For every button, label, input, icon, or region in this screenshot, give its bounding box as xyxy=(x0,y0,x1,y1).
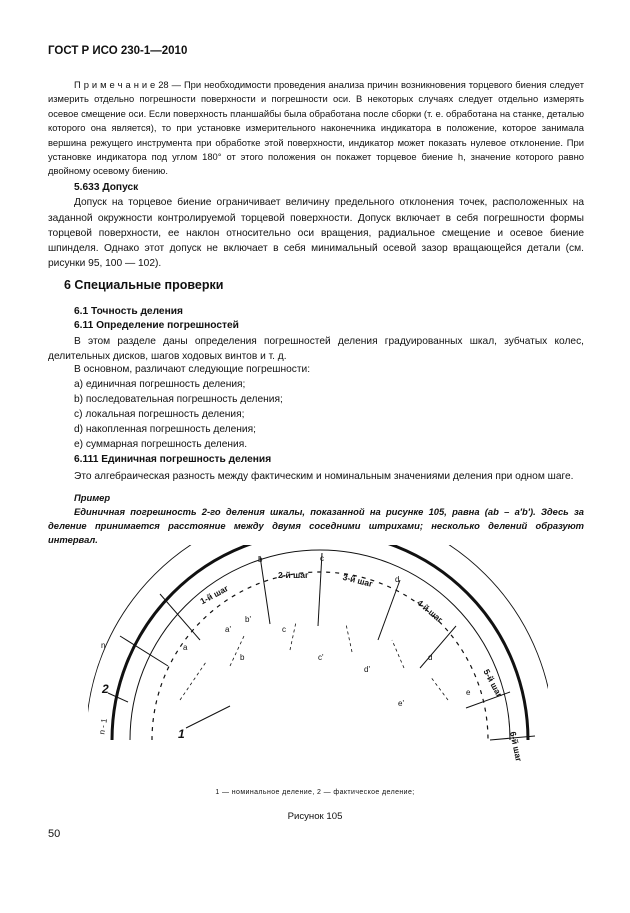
section-611-text: В этом разделе даны определения погрешностей деления градуированных шкал, зубчатых колес, делительных дисков, шагов ходовых винтов и т. д. xyxy=(48,336,584,363)
figure-labels xyxy=(97,554,471,735)
step-2-label: 2-й шаг xyxy=(278,570,309,580)
list-item: a) единичная погрешность деления; xyxy=(74,379,246,390)
label-e-lower: e xyxy=(466,688,471,697)
figure-legend: 1 — номинальное деление, 2 — фактическое деление; xyxy=(215,789,415,796)
example-label: Пример xyxy=(74,492,111,503)
step-4-label: 4-й шаг xyxy=(415,597,445,625)
step-6-label: 6-й шаг xyxy=(507,730,525,763)
nominal-ticks xyxy=(180,622,448,700)
label-n: n xyxy=(101,641,106,650)
label-c-prime: c' xyxy=(318,653,324,662)
label-d-lower: d xyxy=(428,653,433,662)
label-b-prime: b' xyxy=(245,615,251,624)
example-text: Единичная погрешность 2-го деления шкалы, показанной на рисунке 105, равна (ab – a'b'). Здесь за деление принимается расстояние между двумя соседними штрихами; несколько делений образуют интервал. xyxy=(48,506,584,546)
list-item: d) накопленная погрешность деления; xyxy=(74,424,256,435)
section-5633-heading: 5.633 Допуск xyxy=(74,182,139,193)
section-6-heading: 6 Специальные проверки xyxy=(64,278,224,292)
label-d-prime: d' xyxy=(364,665,370,674)
note-label: П р и м е ч а н и е 28 xyxy=(74,79,169,90)
label-1-nominal: 1 xyxy=(178,727,185,741)
list-item: b) последовательная погрешность деления; xyxy=(74,394,283,405)
section-5633-text: Допуск на торцевое биение ограничивает величину предельного отклонения точек, расположенных на заданной окружности контролируемой торцевой поверхности. Допуск включает в себя погрешности формы торцевой поверхности, ее наклон относительно оси вращения, радиальное смещение и осевое биение шпинделя. Однако этот допуск не включает в себя минимальный осевой зазор вращающейся детали (см. рисунки 95, 100 — 102). xyxy=(48,197,584,270)
section-61-heading: 6.1 Точность деления xyxy=(74,306,183,317)
label-n-1: n - 1 xyxy=(97,717,109,736)
label-b-lower: b xyxy=(240,653,245,662)
label-e-prime: e' xyxy=(398,699,404,708)
errors-intro: В основном, различают следующие погрешности: xyxy=(74,364,311,375)
section-6111-text: Это алгебраическая разность между фактическим и номинальным значениями деления при одном шаге. xyxy=(74,471,574,482)
document-header: ГОСТ Р ИСО 230-1—2010 xyxy=(48,45,188,57)
label-a-prime: a' xyxy=(225,625,231,634)
label-2-actual: 2 xyxy=(102,682,109,696)
label-b: b xyxy=(258,555,263,564)
page-number: 50 xyxy=(48,828,61,840)
step-labels xyxy=(198,570,524,763)
section-611-heading: 6.11 Определение погрешностей xyxy=(74,320,239,331)
step-1-label: 1-й шаг xyxy=(198,583,230,607)
step-3-label: 3-й шаг xyxy=(341,571,374,589)
note-text: — При необходимости проведения анализа причин возникновения торцевого биения следует измерить отдельно погрешности поверхности и погрешности оси. В некоторых случаях следует отдельно измерять осевое смещение оси. Если поверхность планшайбы была обработана после сборки (т. е. обработана на станке, деталью которого она является), то при установке измерительного наконечника индикатора в положение, которое занимала вершина режущего инструмента при обработке этой поверхности, индикатор может показать нулевое отклонение. При установке индикатора под углом 180° от этого положения он покажет торцевое биение h, значение которого равно двойному осевому биению. xyxy=(48,79,584,177)
list-item: c) локальная погрешность деления; xyxy=(74,409,245,420)
step-5-label: 5-й шаг xyxy=(481,667,505,700)
figure-105 xyxy=(88,545,548,785)
label-c-lower: c xyxy=(282,625,286,634)
figure-caption: Рисунок 105 xyxy=(287,811,343,822)
actual-scale-arc xyxy=(112,545,528,740)
list-item: e) суммарная погрешность деления. xyxy=(74,439,248,450)
label-d: d xyxy=(395,575,400,584)
section-5633 xyxy=(48,180,584,272)
label-a: a xyxy=(183,643,188,652)
note-28 xyxy=(48,78,584,179)
label-c: c xyxy=(320,554,324,563)
section-6111-heading: 6.111 Единичная погрешность деления xyxy=(74,454,272,465)
